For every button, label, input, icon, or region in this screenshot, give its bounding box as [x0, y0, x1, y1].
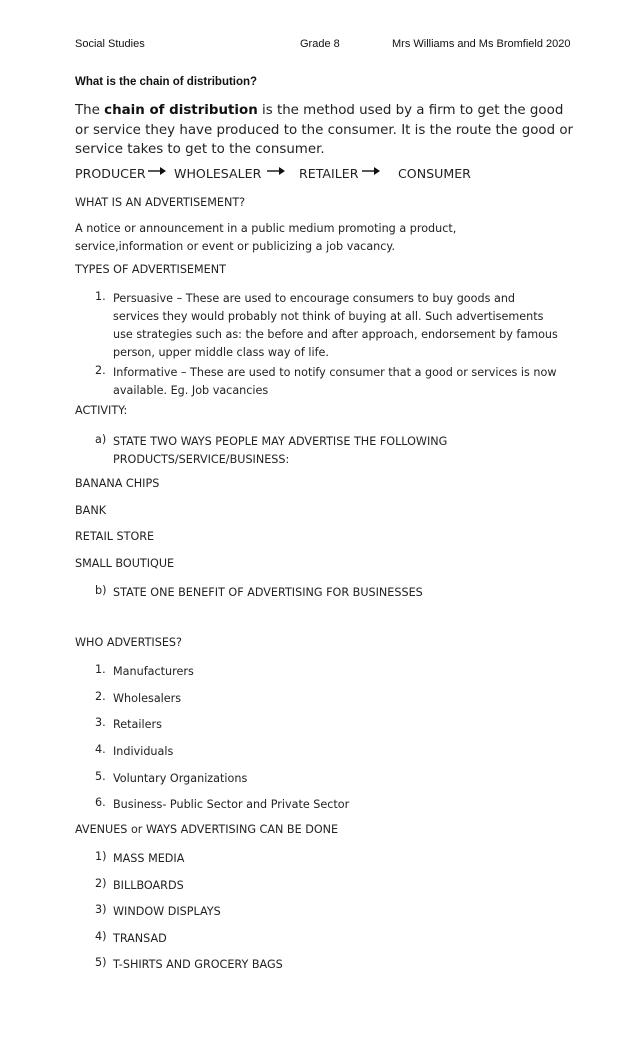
- who-marker-2: 2.: [95, 690, 106, 703]
- avenue-item-tshirts-bags: T-SHIRTS AND GROCERY BAGS: [113, 958, 283, 971]
- types-item-persuasive: Persuasive – These are used to encourage consumers to buy goods and services they would probably not think of buying at all. Such advertisements use strategies such as: the before and after approach, endorsement by famous person, upper middle class way of life.: [113, 292, 558, 359]
- who-marker-4: 4.: [95, 743, 106, 756]
- who-marker-5: 5.: [95, 770, 106, 783]
- business-small-boutique: SMALL BOUTIQUE: [75, 557, 175, 570]
- types-heading: TYPES OF ADVERTISEMENT: [75, 263, 226, 276]
- flow-arrow-icon: [266, 165, 286, 177]
- activity-b-marker: b): [95, 584, 107, 597]
- avenues-heading: AVENUES or WAYS ADVERTISING CAN BE DONE: [75, 823, 339, 836]
- flow-step-producer: PRODUCER: [75, 166, 146, 181]
- flow-step-consumer: CONSUMER: [398, 166, 471, 181]
- business-bank: BANK: [75, 504, 107, 517]
- advert-heading: WHAT IS AN ADVERTISEMENT?: [75, 196, 246, 209]
- avenue-marker-3: 3): [95, 903, 107, 916]
- flow-step-retailer: RETAILER: [299, 166, 359, 181]
- chain-intro: [75, 101, 575, 160]
- who-marker-1: 1.: [95, 663, 106, 676]
- activity-a-marker: a): [95, 433, 107, 446]
- types-item-informative: Informative – These are used to notify consumer that a good or services is now available. Eg. Job vacancies: [113, 366, 557, 397]
- types-marker-1: 1.: [95, 290, 106, 303]
- header-grade: Grade 8: [300, 38, 340, 50]
- who-item-retailers: Retailers: [113, 718, 162, 731]
- avenue-item-billboards: BILLBOARDS: [113, 879, 184, 892]
- header-subject: Social Studies: [75, 38, 145, 50]
- who-item-business: Business- Public Sector and Private Sector: [113, 798, 350, 811]
- avenue-item-window-displays: WINDOW DISPLAYS: [113, 905, 221, 918]
- business-banana-chips: BANANA CHIPS: [75, 477, 160, 490]
- who-marker-3: 3.: [95, 716, 106, 729]
- activity-heading: ACTIVITY:: [75, 404, 128, 417]
- header-teachers: Mrs Williams and Ms Bromfield 2020: [392, 38, 571, 50]
- intro-rest: is the method used by a firm to get the good or service they have produced to the consumer. It is the route the good or service takes to get to the consumer.: [75, 103, 574, 157]
- activity-b-text: STATE ONE BENEFIT OF ADVERTISING FOR BUSINESSES: [113, 586, 423, 599]
- intro-bold-term: chain of distribution: [104, 103, 258, 118]
- flow-arrow-icon: [147, 165, 167, 177]
- advert-definition: A notice or announcement in a public medium promoting a product, service,information or event or publicizing a job vacancy.: [75, 222, 457, 253]
- who-heading: WHO ADVERTISES?: [75, 636, 182, 649]
- avenue-item-transad: TRANSAD: [113, 932, 167, 945]
- types-marker-2: 2.: [95, 364, 106, 377]
- who-item-voluntary: Voluntary Organizations: [113, 772, 248, 785]
- activity-a-text: STATE TWO WAYS PEOPLE MAY ADVERTISE THE FOLLOWING PRODUCTS/SERVICE/BUSINESS:: [113, 435, 448, 466]
- intro-prefix: The: [75, 103, 105, 118]
- who-marker-6: 6.: [95, 796, 106, 809]
- flow-step-wholesaler: WHOLESALER: [174, 166, 262, 181]
- flow-arrow-icon: [361, 165, 381, 177]
- avenue-marker-5: 5): [95, 956, 107, 969]
- who-item-wholesalers: Wholesalers: [113, 692, 182, 705]
- avenue-marker-4: 4): [95, 930, 107, 943]
- who-item-manufacturers: Manufacturers: [113, 665, 194, 678]
- chain-title: What is the chain of distribution?: [75, 76, 258, 88]
- avenue-item-mass-media: MASS MEDIA: [113, 852, 185, 865]
- avenue-marker-2: 2): [95, 877, 107, 890]
- avenue-marker-1: 1): [95, 850, 107, 863]
- business-retail-store: RETAIL STORE: [75, 530, 155, 543]
- who-item-individuals: Individuals: [113, 745, 174, 758]
